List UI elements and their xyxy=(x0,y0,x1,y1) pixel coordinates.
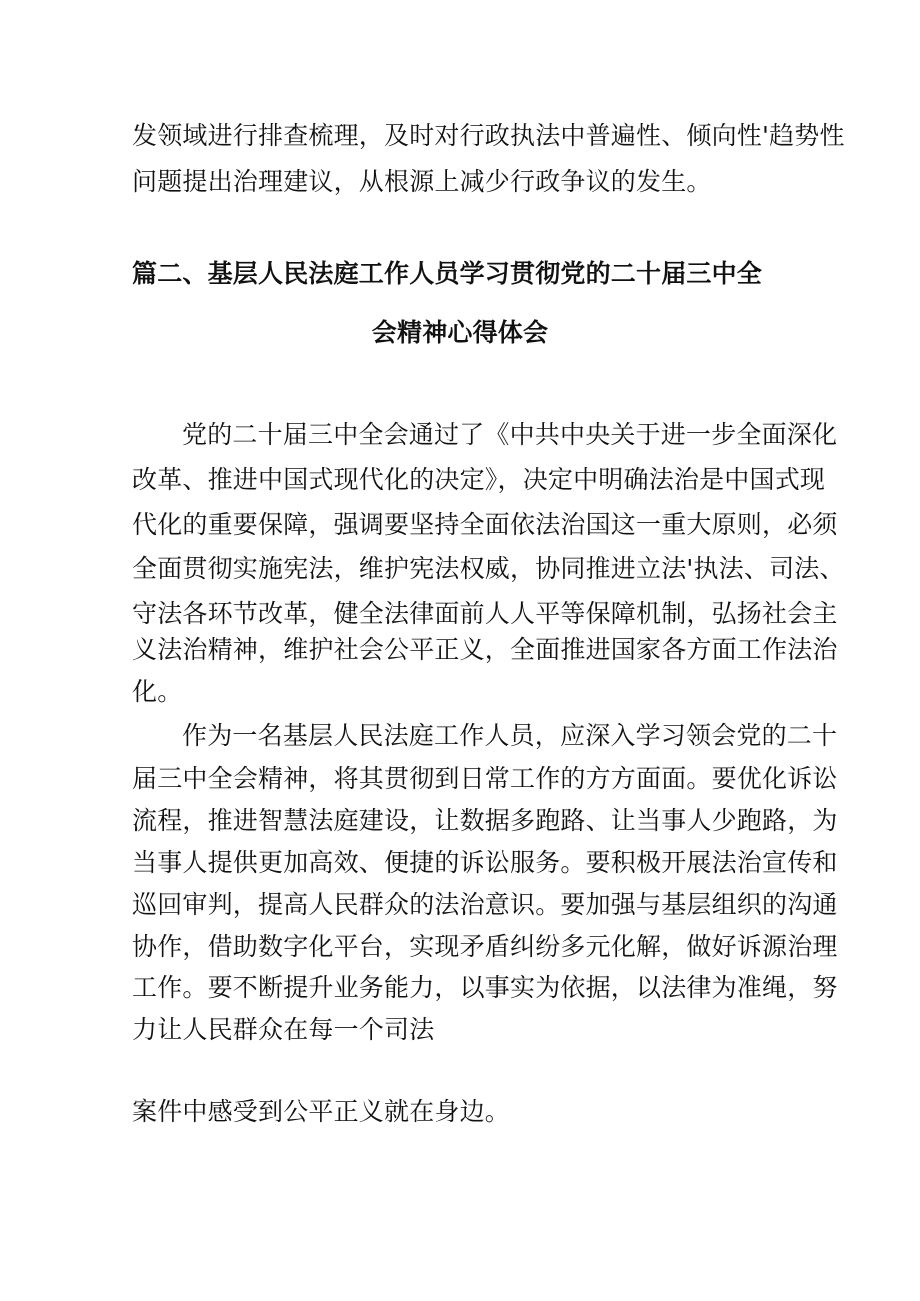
text-line: 工作。要不断提升业务能力，以事实为依据，以法律为准绳，努 xyxy=(132,973,838,1002)
paragraph-first-line: 作为一名基层人民法庭工作人员，应深入学习领会党的二十 xyxy=(182,721,838,750)
closing-line: 案件中感受到公平正义就在身边。 xyxy=(132,1097,511,1126)
text-line: 义法治精神，维护社会公平正义，全面推进国家各方面工作法治 xyxy=(132,635,838,664)
text-line: 代化的重要保障，强调要坚持全面依法治国这一重大原则，必须 xyxy=(132,510,838,539)
text-line: 协作，借助数字化平台，实现矛盾纠纷多元化解，做好诉源治理 xyxy=(132,932,838,961)
text-line: 巡回审判，提高人民群众的法治意识。要加强与基层组织的沟通 xyxy=(132,890,838,919)
text-line: 问题提出治理建议，从根源上减少行政争议的发生。 xyxy=(132,167,712,196)
text-line: 守法各环节改革，健全法律面前人人平等保障机制，弘扬社会主 xyxy=(132,599,838,628)
text-line: 化。 xyxy=(132,677,183,706)
text-line: 力让人民群众在每一个司法 xyxy=(132,1015,435,1044)
text-line: 改革、推进中国式现代化的决定》，决定中明确法治是中国式现 xyxy=(132,465,826,494)
section-title-line-2: 会精神心得体会 xyxy=(371,318,549,347)
paragraph-first-line: 党的二十届三中全会通过了《中共中央关于进一步全面深化 xyxy=(182,420,838,449)
text-line: 全面贯彻实施宪法，维护宪法权威，协同推进立法'执法、司法、 xyxy=(132,554,845,583)
text-line: 当事人提供更加高效、便捷的诉讼服务。要积极开展法治宣传和 xyxy=(132,848,838,877)
section-title-line-1: 篇二、基层人民法庭工作人员学习贯彻党的二十届三中全 xyxy=(132,259,763,288)
text-line: 届三中全会精神，将其贯彻到日常工作的方方面面。要优化诉讼 xyxy=(132,764,838,793)
text-line: 发领域进行排查梳理，及时对行政执法中普遍性、倾向性'趋势性 xyxy=(132,121,845,150)
text-line: 流程，推进智慧法庭建设，让数据多跑路、让当事人少跑路，为 xyxy=(132,806,838,835)
